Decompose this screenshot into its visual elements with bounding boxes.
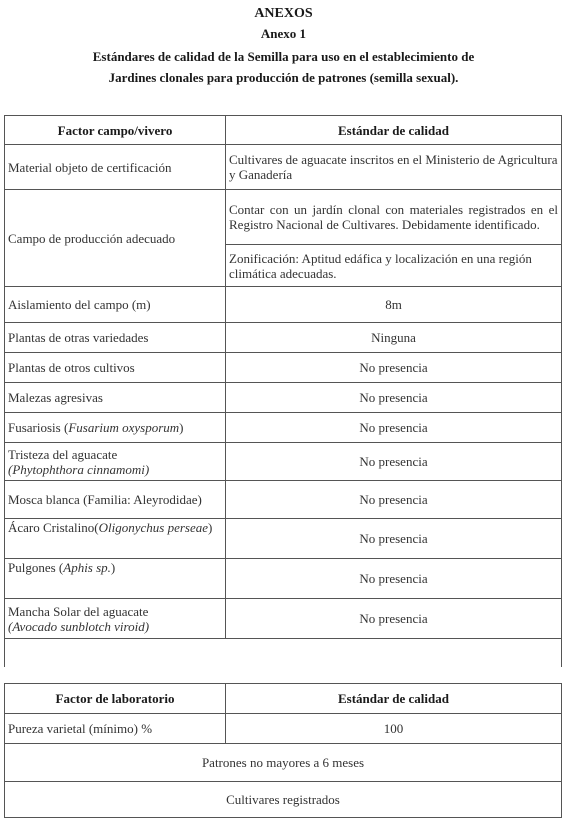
table-row: [5, 287, 562, 323]
factor-text-tail: ): [179, 420, 184, 435]
standard-cell: No presencia: [226, 599, 562, 639]
scientific-name: Aphis sp.: [63, 560, 111, 575]
table-row: [5, 782, 562, 818]
factor-cell: [5, 413, 226, 443]
factor-cell: Plantas de otras variedades: [5, 323, 226, 353]
document-heading: [0, 46, 567, 88]
standard-cell: No presencia: [226, 519, 562, 559]
heading-line-2: Jardines clonales para producción de patrones (semilla sexual).: [108, 70, 459, 85]
header-standard: Estándar de calidad: [226, 684, 562, 714]
standard-cell: No presencia: [226, 353, 562, 383]
factor-cell: [5, 599, 226, 639]
standard-cell: 8m: [226, 287, 562, 323]
standard-cell: Zonificación: Aptitud edáfica y localización en una región climática adecuadas.: [226, 245, 562, 287]
factor-cell: Malezas agresivas: [5, 383, 226, 413]
standard-cell: 100: [226, 714, 562, 744]
standard-cell: No presencia: [226, 383, 562, 413]
standard-cell: No presencia: [226, 413, 562, 443]
table-row: [5, 481, 562, 519]
factor-cell: Pureza varietal (mínimo) %: [5, 714, 226, 744]
table-header-row: [5, 684, 562, 714]
table-row: [5, 714, 562, 744]
factor-cell: Material objeto de certificación: [5, 145, 226, 190]
annex-title: ANEXOS: [254, 6, 313, 21]
factor-cell: Mosca blanca (Familia: Aleyrodidae): [5, 481, 226, 519]
heading-line-1: Estándares de calidad de la Semilla para uso en el establecimiento de: [92, 49, 475, 64]
standard-cell: No presencia: [226, 443, 562, 481]
header-standard: Estándar de calidad: [226, 116, 562, 145]
standard-cell: No presencia: [226, 559, 562, 599]
factor-cell: [5, 559, 226, 599]
spacer-row: [5, 639, 562, 667]
table-row: [5, 413, 562, 443]
factor-cell: [5, 519, 226, 559]
factor-cell: [5, 443, 226, 481]
lab-standards-table: [4, 683, 562, 818]
standard-cell: Cultivares de aguacate inscritos en el Ministerio de Agricultura y Ganadería: [226, 145, 562, 190]
standard-cell: Ninguna: [226, 323, 562, 353]
table-row: [5, 353, 562, 383]
header-factor: Factor campo/vivero: [5, 116, 226, 145]
factor-cell: Campo de producción adecuado: [5, 190, 226, 287]
spacer-cell: [5, 639, 562, 667]
standard-cell: Contar con un jardín clonal con materiales registrados en el Registro Nacional de Cultivares. Debidamente identificado.: [226, 190, 562, 245]
table-row: [5, 519, 562, 559]
scientific-name: Fusarium oxysporum: [68, 420, 180, 435]
table-row: [5, 744, 562, 782]
scientific-name: (Avocado sunblotch viroid): [8, 618, 150, 634]
scientific-name: Oligonychus perseae: [98, 520, 209, 535]
merged-cell: Patrones no mayores a 6 meses: [5, 744, 562, 782]
annex-subtitle: Anexo 1: [260, 26, 307, 41]
factor-text-tail: ): [208, 520, 213, 535]
factor-text: Pulgones (: [8, 560, 64, 575]
table-row: [5, 323, 562, 353]
factor-text: Ácaro Cristalino(: [8, 520, 99, 535]
header-factor: Factor de laboratorio: [5, 684, 226, 714]
standard-cell: No presencia: [226, 481, 562, 519]
table-row: [5, 145, 562, 190]
factor-cell: Aislamiento del campo (m): [5, 287, 226, 323]
table-row: [5, 190, 562, 245]
factor-text: Tristeza del aguacate: [8, 446, 118, 462]
table-row: [5, 383, 562, 413]
table-row: [5, 443, 562, 481]
scientific-name: (Phytophthora cinnamomi): [8, 461, 150, 477]
table-header-row: [5, 116, 562, 145]
factor-text: Fusariosis (: [8, 420, 69, 435]
table-row: [5, 559, 562, 599]
merged-cell: Cultivares registrados: [5, 782, 562, 818]
table-row: [5, 599, 562, 639]
factor-text-tail: ): [110, 560, 116, 575]
factor-cell: Plantas de otros cultivos: [5, 353, 226, 383]
factor-text: Mancha Solar del aguacate: [8, 603, 149, 619]
field-standards-table: [4, 115, 562, 667]
